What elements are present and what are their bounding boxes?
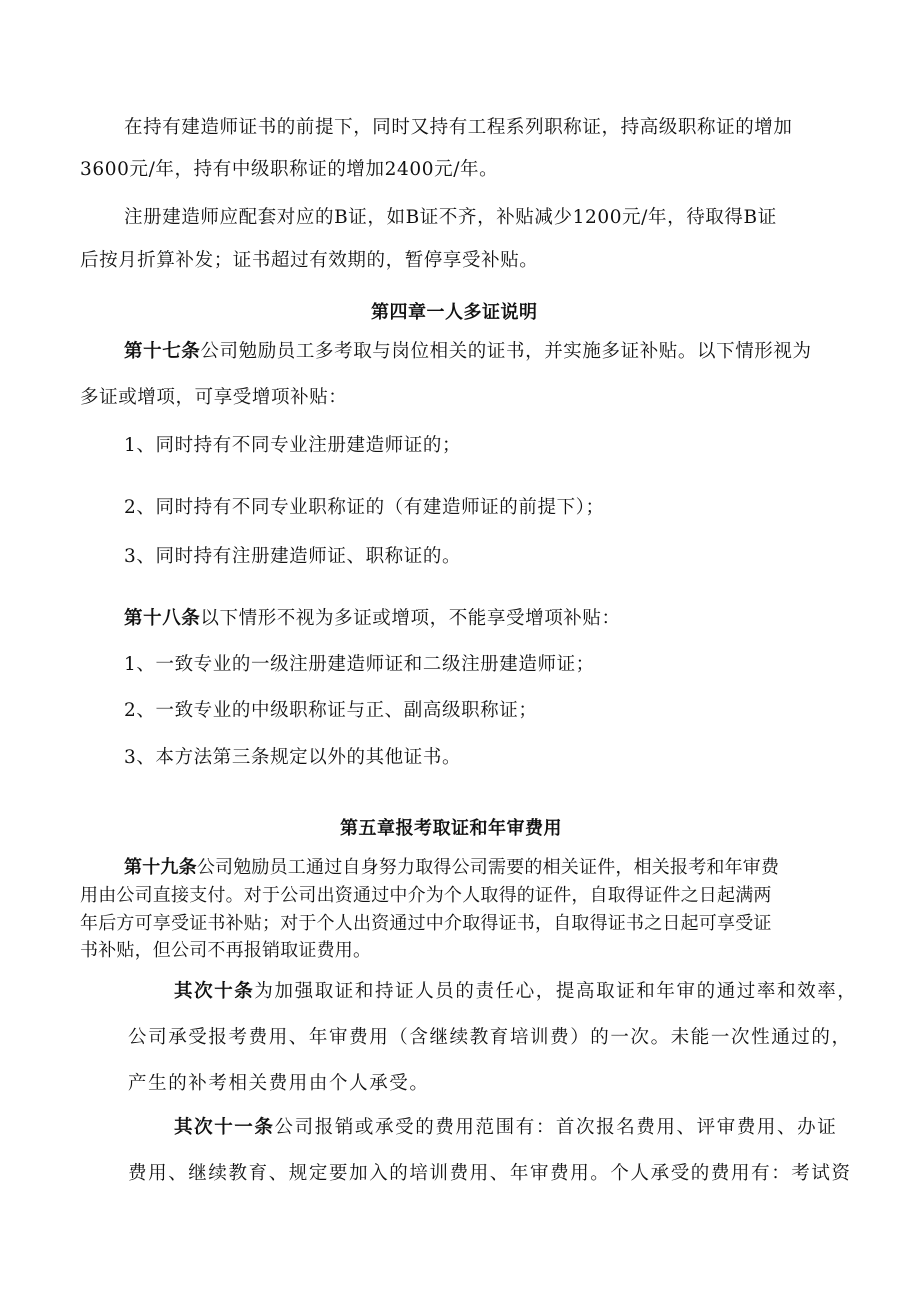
article-19-text: 公司勉励员工通过自身努力取得公司需要的相关证件，相关报考和年审费 bbox=[196, 857, 780, 878]
paragraph-line: 书补贴，但公司不再报销取证费用。 bbox=[80, 940, 372, 961]
article-17-label: 第十七条 bbox=[124, 341, 201, 362]
paragraph-line: 产生的补考相关费用由个人承受。 bbox=[128, 1073, 430, 1094]
article-21-label: 其次十一条 bbox=[174, 1117, 275, 1138]
paragraph-line: 公司承受报考费用、年审费用（含继续教育培训费）的一次。未能一次性通过的， bbox=[128, 1027, 852, 1048]
list-item: 2、同时持有不同专业职称证的（有建造师证的前提下）； bbox=[124, 497, 605, 518]
article-18-text: 以下情形不视为多证或增项，不能享受增项补贴： bbox=[200, 608, 621, 629]
paragraph-line: 多证或增项，可享受增项补贴： bbox=[80, 387, 348, 408]
list-item: 2、一致专业的中级职称证与正、副高级职称证； bbox=[124, 700, 538, 721]
chapter-four-heading: 第四章一人多证说明 bbox=[371, 302, 538, 323]
article-17-text: 公司勉励员工多考取与岗位相关的证书，并实施多证补贴。以下情形视为 bbox=[200, 341, 812, 362]
article-18-line bbox=[124, 610, 621, 629]
paragraph-line: 注册建造师应配套对应的B证，如B证不齐，补贴减少1200元/年，待取得B证 bbox=[124, 207, 777, 228]
article-17-line bbox=[124, 343, 812, 362]
article-18-label: 第十八条 bbox=[124, 608, 201, 629]
article-21-text: 公司报销或承受的费用范围有：首次报名费用、评审费用、办证 bbox=[274, 1117, 838, 1138]
article-21-line bbox=[174, 1119, 837, 1138]
paragraph-line: 在持有建造师证书的前提下，同时又持有工程系列职称证，持高级职称证的增加 bbox=[124, 117, 793, 138]
list-item: 3、同时持有注册建造师证、职称证的。 bbox=[124, 546, 462, 567]
article-19-label: 第十九条 bbox=[124, 857, 197, 878]
list-item: 3、本方法第三条规定以外的其他证书。 bbox=[124, 747, 462, 768]
paragraph-line: 3600元/年，持有中级职称证的增加2400元/年。 bbox=[80, 159, 499, 180]
list-item: 1、同时持有不同专业注册建造师证的； bbox=[124, 435, 462, 456]
paragraph-line: 用由公司直接支付。对于公司出资通过中介为个人取得的证件，自取得证件之日起满两 bbox=[80, 885, 772, 906]
article-20-line bbox=[174, 983, 857, 1002]
paragraph-line: 后按月折算补发；证书超过有效期的，暂停享受补贴。 bbox=[80, 250, 539, 271]
article-20-label: 其次十条 bbox=[174, 981, 255, 1002]
paragraph-line: 年后方可享受证书补贴；对于个人出资通过中介取得证书，自取得证书之日起可享受证 bbox=[80, 913, 772, 934]
article-19-line bbox=[124, 859, 779, 877]
article-20-text: 为加强取证和持证人员的责任心，提高取证和年审的通过率和效率， bbox=[254, 981, 858, 1002]
chapter-five-heading: 第五章报考取证和年审费用 bbox=[340, 818, 562, 839]
list-item: 1、一致专业的一级注册建造师证和二级注册建造师证； bbox=[124, 654, 595, 675]
paragraph-line: 费用、继续教育、规定要加入的培训费用、年审费用。个人承受的费用有：考试资 bbox=[128, 1163, 852, 1184]
